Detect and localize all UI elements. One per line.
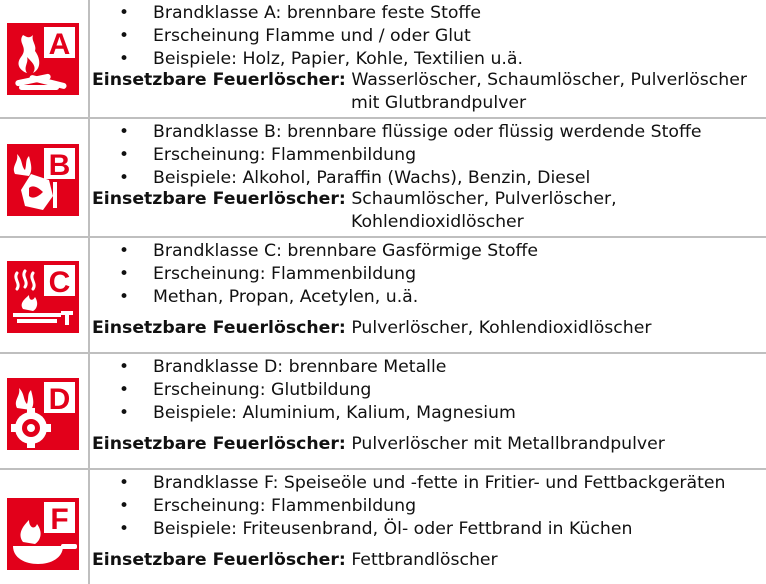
extinguisher-list: Pulverlöscher mit Metallbrandpulver xyxy=(351,434,665,454)
bullet-text: Brandklasse C: brennbare Gasförmige Stoffe xyxy=(153,241,539,261)
bullet-list xyxy=(92,2,766,71)
bullet-text: Erscheinung: Flammenbildung xyxy=(153,145,417,165)
bullet-dot: • xyxy=(119,49,130,69)
bullet-dot: • xyxy=(119,241,130,261)
icon-cell xyxy=(0,119,90,236)
extinguisher-label: Einsetzbare Feuerlöscher: xyxy=(92,189,346,209)
extinguisher-label: Einsetzbare Feuerlöscher: xyxy=(92,434,346,454)
bullet-text: Methan, Propan, Acetylen, u.ä. xyxy=(153,287,419,307)
bullet-text: Erscheinung: Glutbildung xyxy=(153,380,372,400)
text-cell xyxy=(92,470,766,584)
bullet-text: Brandklasse D: brennbare Metalle xyxy=(153,357,447,377)
fire-class-row-c xyxy=(0,238,766,352)
extinguisher-line xyxy=(92,69,766,92)
bullet-text: Brandklasse A: brennbare feste Stoffe xyxy=(153,3,481,23)
bullet-dot: • xyxy=(119,264,130,284)
list-item xyxy=(92,518,766,541)
icon-cell xyxy=(0,238,90,352)
extinguisher-label: Einsetzbare Feuerlöscher: xyxy=(92,70,346,90)
bullet-dot: • xyxy=(119,287,130,307)
extinguisher-line xyxy=(92,433,766,456)
bullet-text: Erscheinung: Flammenbildung xyxy=(153,496,417,516)
bullet-dot: • xyxy=(119,145,130,165)
list-item xyxy=(92,167,766,190)
icon-cell xyxy=(0,354,90,468)
list-item xyxy=(92,240,766,263)
extinguisher-label: Einsetzbare Feuerlöscher: xyxy=(92,550,346,570)
bullet-list xyxy=(92,356,766,425)
extinguisher-line xyxy=(92,549,766,572)
bullet-text: Beispiele: Holz, Papier, Kohle, Textilien u.ä. xyxy=(153,49,523,69)
bullet-dot: • xyxy=(119,496,130,516)
text-cell xyxy=(92,119,766,236)
list-item xyxy=(92,121,766,144)
extinguisher-line xyxy=(92,188,766,211)
svg-text:F: F xyxy=(50,503,69,536)
bullet-text: Brandklasse F: Speiseöle und -fette in Fritier- und Fettbackgeräten xyxy=(153,473,726,493)
bullet-text: Beispiele: Alkohol, Paraffin (Wachs), Benzin, Diesel xyxy=(153,168,591,188)
bullet-list xyxy=(92,472,766,541)
bullet-text: Brandklasse B: brennbare flüssige oder flüssig werdende Stoffe xyxy=(153,122,702,142)
svg-text:D: D xyxy=(48,383,71,416)
list-item xyxy=(92,379,766,402)
bullet-text: Beispiele: Friteusenbrand, Öl- oder Fettbrand in Küchen xyxy=(153,519,633,539)
extinguisher-list-continued: mit Glutbrandpulver xyxy=(351,93,527,113)
bullet-dot: • xyxy=(119,519,130,539)
extinguisher-list: Wasserlöscher, Schaumlöscher, Pulverlöscher xyxy=(351,70,747,90)
extinguisher-list-continued: Kohlendioxidlöscher xyxy=(351,212,524,232)
bullet-dot: • xyxy=(119,168,130,188)
svg-text:C: C xyxy=(48,266,71,299)
fire-class-d-icon xyxy=(7,378,79,450)
bullet-dot: • xyxy=(119,122,130,142)
bullet-dot: • xyxy=(119,357,130,377)
fire-class-row-a xyxy=(0,0,766,117)
extinguisher-label: Einsetzbare Feuerlöscher: xyxy=(92,318,346,338)
text-cell xyxy=(92,0,766,117)
fire-class-c-icon xyxy=(7,261,79,333)
icon-cell xyxy=(0,0,90,117)
list-item xyxy=(92,286,766,309)
fire-class-f-icon xyxy=(7,498,79,570)
bullet-dot: • xyxy=(119,403,130,423)
list-item xyxy=(92,263,766,286)
bullet-dot: • xyxy=(119,3,130,23)
bullet-list xyxy=(92,121,766,190)
list-item xyxy=(92,472,766,495)
fire-class-row-b xyxy=(0,119,766,236)
extinguisher-line xyxy=(92,317,766,340)
svg-text:B: B xyxy=(48,149,71,182)
list-item xyxy=(92,48,766,71)
extinguisher-list: Schaumlöscher, Pulverlöscher, xyxy=(351,189,617,209)
svg-text:A: A xyxy=(48,28,71,61)
list-item xyxy=(92,402,766,425)
bullet-dot: • xyxy=(119,26,130,46)
list-item xyxy=(92,144,766,167)
fire-class-row-f xyxy=(0,470,766,584)
text-cell xyxy=(92,238,766,352)
fire-class-row-d xyxy=(0,354,766,468)
bullet-text: Erscheinung Flamme und / oder Glut xyxy=(153,26,471,46)
bullet-list xyxy=(92,240,766,309)
list-item xyxy=(92,356,766,379)
list-item xyxy=(92,25,766,48)
list-item xyxy=(92,2,766,25)
fire-class-b-icon xyxy=(7,144,79,216)
bullet-dot: • xyxy=(119,473,130,493)
icon-cell xyxy=(0,470,90,584)
extinguisher-list: Pulverlöscher, Kohlendioxidlöscher xyxy=(351,318,652,338)
bullet-text: Beispiele: Aluminium, Kalium, Magnesium xyxy=(153,403,516,423)
extinguisher-list: Fettbrandlöscher xyxy=(351,550,498,570)
fire-class-a-icon xyxy=(7,23,79,95)
list-item xyxy=(92,495,766,518)
bullet-dot: • xyxy=(119,380,130,400)
bullet-text: Erscheinung: Flammenbildung xyxy=(153,264,417,284)
text-cell xyxy=(92,354,766,468)
